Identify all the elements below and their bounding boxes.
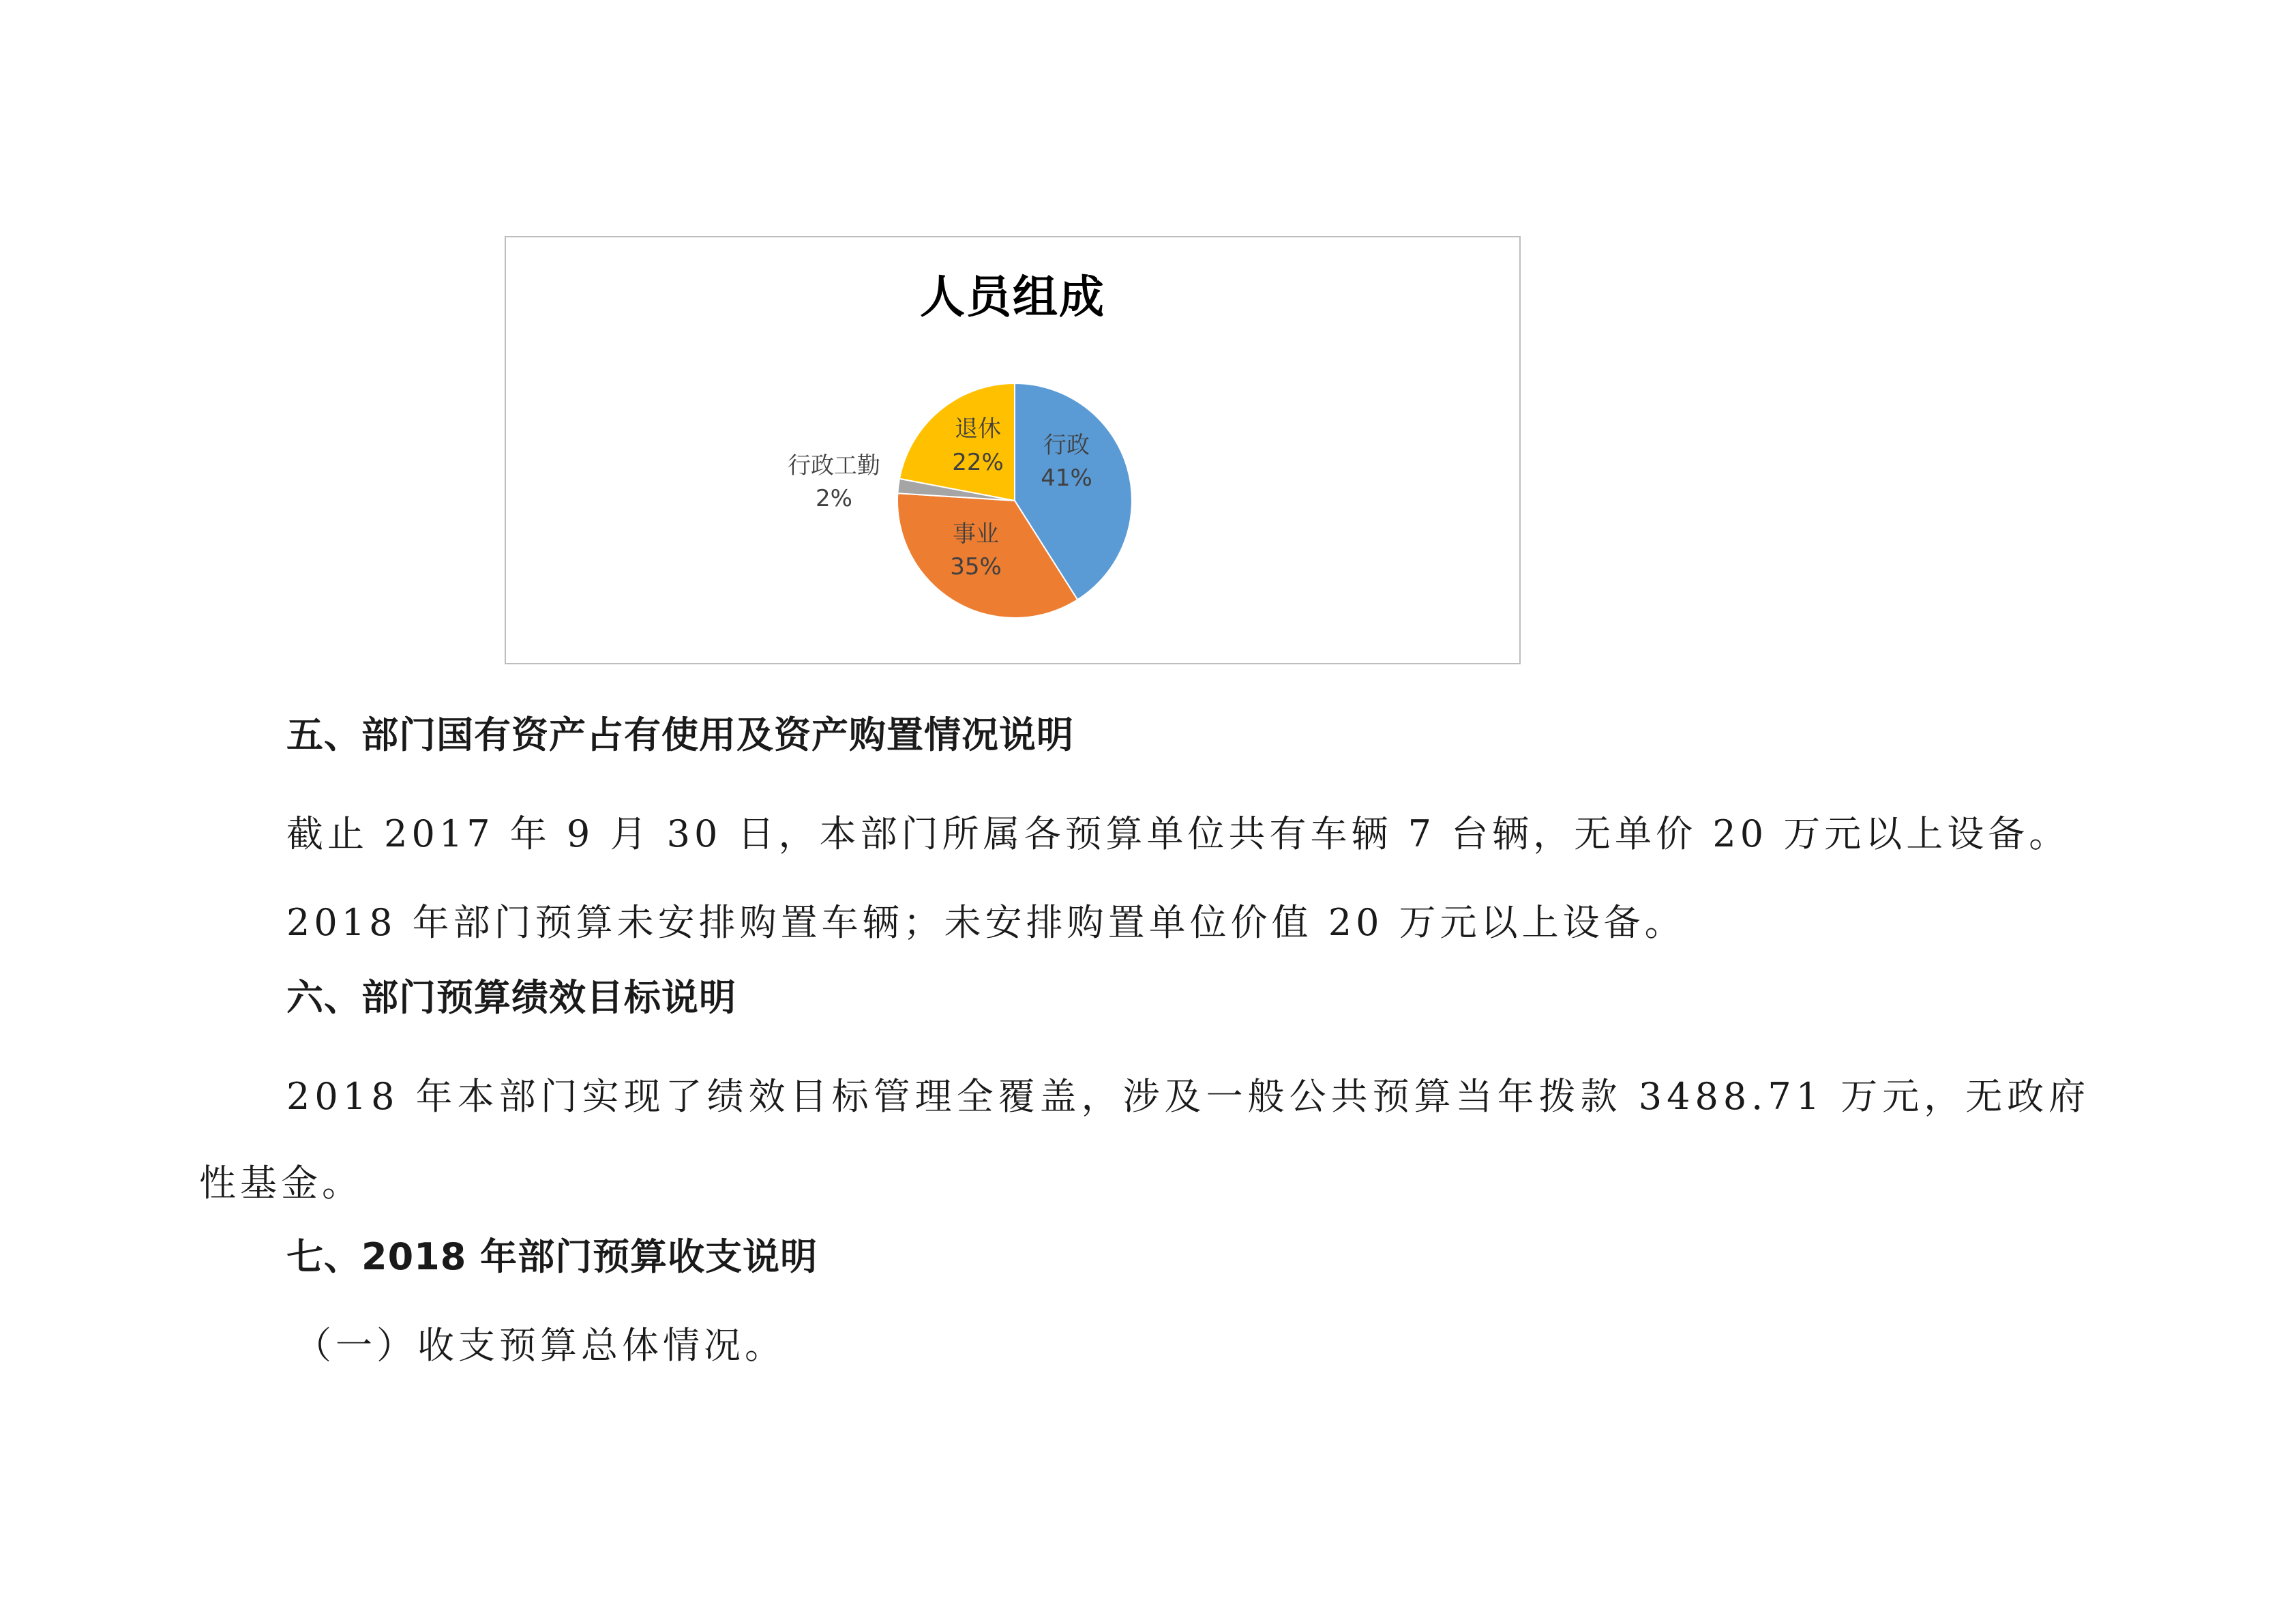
section-5-paragraph-1: 截止 2017 年 9 月 30 日，本部门所属各预算单位共有车辆 7 台辆，无单价 20 万元以上设备。 <box>286 812 2070 855</box>
slice-label-name-3: 退休 <box>955 415 1001 443</box>
slice-label-name-2: 行政工勤 <box>788 452 880 479</box>
slice-label-pct-3: 22% <box>952 449 1004 476</box>
section-5-heading: 五、部门国有资产占有使用及资产购置情况说明 <box>286 713 1074 756</box>
slice-label-pct-1: 35% <box>950 553 1002 580</box>
section-6-heading: 六、部门预算绩效目标说明 <box>286 976 736 1019</box>
pie-svg <box>506 237 1519 663</box>
section-5-paragraph-2: 2018 年部门预算未安排购置车辆；未安排购置单位价值 20 万元以上设备。 <box>286 901 1686 944</box>
slice-label-pct-0: 41% <box>1041 464 1092 492</box>
section-7-heading: 七、2018 年部门预算收支说明 <box>286 1235 818 1278</box>
slice-label-name-1: 事业 <box>953 520 999 548</box>
chart-title: 人员组成 <box>920 271 1105 323</box>
section-6-paragraph-line-2: 性基金。 <box>199 1162 363 1205</box>
section-6-paragraph-line-1: 2018 年本部门实现了绩效目标管理全覆盖，涉及一般公共预算当年拨款 3488.71 万元，无政府 <box>286 1075 2091 1118</box>
section-7-subheading-1: （一）收支预算总体情况。 <box>295 1324 786 1367</box>
pie-chart <box>505 236 1521 664</box>
slice-label-name-0: 行政 <box>1043 432 1090 459</box>
slice-label-pct-2: 2% <box>816 485 852 512</box>
